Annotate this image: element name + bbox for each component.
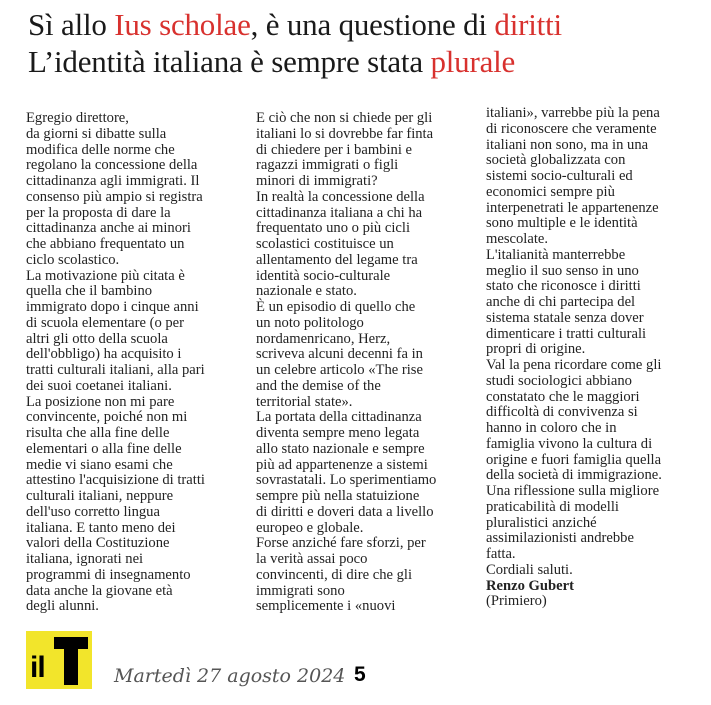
text-line: economici sempre più [486, 183, 615, 200]
text-line: sono multiple e le identità [486, 215, 638, 232]
text-line: Egregio direttore, [26, 110, 129, 126]
page-number: 5 [354, 663, 366, 686]
text-line: mescolate. [486, 231, 548, 247]
text-line: dell'uso corretto lingua [26, 503, 160, 520]
text-line: cittadinanza agli immigrati. Il [26, 173, 200, 189]
text-line: degli alunni. [26, 598, 99, 615]
signature-place: (Primiero) [486, 593, 547, 610]
text-line: di riconoscere che veramente [486, 120, 657, 137]
text-line: nazionale e stato. [256, 283, 357, 300]
text-line: dimenticare i tratti culturali [486, 325, 647, 342]
text-line: semplicemente i «nuovi [256, 598, 396, 615]
text-line: ciclo scolastico. [26, 251, 120, 268]
text-line: elementari o alla fine delle [26, 440, 182, 457]
logo-t-stem-icon [64, 637, 78, 685]
text-line: assimilazionisti andrebbe [486, 530, 634, 547]
text-line: allentamento del legame tra [256, 251, 418, 268]
text-line: della società di immigrazione. [486, 467, 662, 484]
headline-text: Sì allo [28, 7, 115, 42]
headline [28, 6, 698, 80]
text-line: società globalizzata con [486, 152, 626, 169]
text-line: da giorni si dibatte sulla [26, 125, 167, 142]
headline-line-2 [28, 43, 698, 80]
logo-text: il [30, 651, 45, 684]
text-line: E ciò che non si chiede per gli [256, 110, 433, 126]
text-line: data anche la giovane età [26, 582, 173, 599]
text-line: italiani», varrebbe più la pena [486, 105, 660, 121]
headline-highlight-ius-scholae: Ius scholae [114, 7, 251, 42]
text-line: un celebre articolo «The rise [256, 362, 423, 378]
text-line: italiani lo si dovrebbe far finta [256, 125, 434, 142]
text-line: culturali italiani, neppure [26, 488, 174, 504]
text-line: Val la pena ricordare come gli [486, 357, 662, 373]
text-line: modifica delle norme che [26, 141, 175, 158]
article-column-1 [26, 111, 238, 615]
text-line: un noto politologo [256, 314, 364, 331]
article-column-2 [256, 111, 468, 615]
text-line: Forse anziché fare sforzi, per [256, 535, 426, 552]
il-t-logo [26, 631, 92, 689]
text-line: dei suoi coetanei italiani. [26, 377, 172, 394]
text-line: valori della Costituzione [26, 535, 170, 552]
text-line: programmi di insegnamento [26, 566, 191, 583]
text-line: di scuola elementare (o per [26, 314, 185, 331]
headline-highlight-diritti: diritti [494, 7, 562, 42]
text-line: difficoltà di convivenza si [486, 404, 638, 421]
text-line: Cordiali saluti. [486, 561, 573, 578]
text-line: constatato che le maggiori [486, 388, 640, 405]
text-line: tratti culturali italiani, alla pari [26, 362, 205, 378]
text-line: cittadinanza anche ai minori [26, 220, 191, 237]
text-line: In realtà la concessione della [256, 188, 425, 205]
text-line: sempre più nella statuizione [256, 488, 420, 504]
text-line: italiana, ignorati nei [26, 551, 144, 567]
text-line: studi sociologici abbiano [486, 372, 632, 389]
text-line: regolano la concessione della [26, 157, 198, 174]
text-line: interpenetrati le appartenenze [486, 199, 659, 216]
text-line: La posizione non mi pare [26, 393, 175, 410]
text-line: pluralistici anziché [486, 514, 597, 531]
text-line: convincenti, di dire che gli [256, 566, 413, 583]
text-line: nordamenricano, Herz, [256, 330, 391, 347]
text-line: dell'obbligo) ha acquisito i [26, 346, 182, 363]
text-line: italiana. E tanto meno dei [26, 519, 176, 536]
issue-date: Martedì 27 agosto 2024 [114, 665, 346, 687]
headline-highlight-plurale: plurale [430, 44, 516, 79]
text-line: propri di origine. [486, 341, 586, 358]
text-line: stato che riconosce i diritti [486, 278, 641, 295]
text-line: la verità assai poco [256, 551, 368, 567]
text-line: altri gli otto della scuola [26, 330, 168, 347]
text-line: di chiedere per i bambini e [256, 141, 413, 158]
headline-text: , è una questione di [250, 7, 495, 42]
text-line: L'italianità manterrebbe [486, 246, 626, 263]
signature-name: Renzo Gubert [486, 577, 574, 594]
text-line: sovrastatali. Lo sperimentiamo [256, 472, 437, 489]
text-line: praticabilità di modelli [486, 498, 619, 515]
text-line: identità socio-culturale [256, 267, 391, 284]
text-line: consenso più ampio si registra [26, 188, 203, 205]
text-line: origine e fuori famiglia quella [486, 451, 662, 468]
text-line: hanno in coloro che in [486, 420, 617, 436]
text-line: di diritti e doveri data a livello [256, 503, 434, 520]
text-line: allo stato nazionale e sempre [256, 440, 425, 457]
text-line: ragazzi immigrati o figli [256, 157, 399, 174]
text-line: anche di chi partecipa del [486, 294, 636, 310]
text-line: sistemi socio-culturali ed [486, 168, 633, 184]
headline-text: L’identità italiana è sempre stata [28, 44, 431, 79]
text-line: scolastici costituisce un [256, 236, 394, 252]
text-line: fatta. [486, 546, 516, 562]
text-line: minori di immigrati? [256, 173, 378, 189]
text-line: and the demise of the [256, 377, 381, 394]
text-line: cittadinanza italiana a chi ha [256, 204, 423, 221]
headline-line-1 [28, 6, 698, 43]
text-line: europeo e globale. [256, 519, 364, 536]
text-line: che abbiano frequentato un [26, 236, 185, 252]
text-line: È un episodio di quello che [256, 299, 416, 315]
text-line: italiani non sono, ma in una [486, 136, 649, 153]
article-column-3 [486, 106, 698, 610]
text-line: immigrati sono [256, 582, 345, 599]
text-line: La motivazione più citata è [26, 267, 185, 284]
text-line: La portata della cittadinanza [256, 409, 422, 426]
text-line: attestino l'acquisizione di tratti [26, 472, 205, 489]
text-line: frequentato uno o più cicli [256, 220, 410, 237]
text-line: quella che il bambino [26, 283, 153, 300]
text-line: risulta che alla fine delle [26, 425, 170, 441]
text-line: diventa sempre meno legata [256, 425, 420, 441]
text-line: meglio il suo senso in uno [486, 262, 639, 279]
text-line: famiglia vivono la cultura di [486, 435, 653, 452]
text-line: sistema statale senza dover [486, 309, 644, 326]
text-line: immigrato dopo i cinque anni [26, 299, 199, 315]
text-line: territorial state». [256, 393, 353, 410]
text-line: Una riflessione sulla migliore [486, 483, 660, 499]
text-line: più ad appartenenze a sistemi [256, 456, 428, 473]
text-line: scriveva alcuni decenni fa in [256, 346, 423, 363]
text-line: convincente, poiché non mi [26, 409, 188, 426]
text-line: per la proposta di dare la [26, 204, 171, 221]
text-line: medie vi siano esami che [26, 456, 173, 473]
